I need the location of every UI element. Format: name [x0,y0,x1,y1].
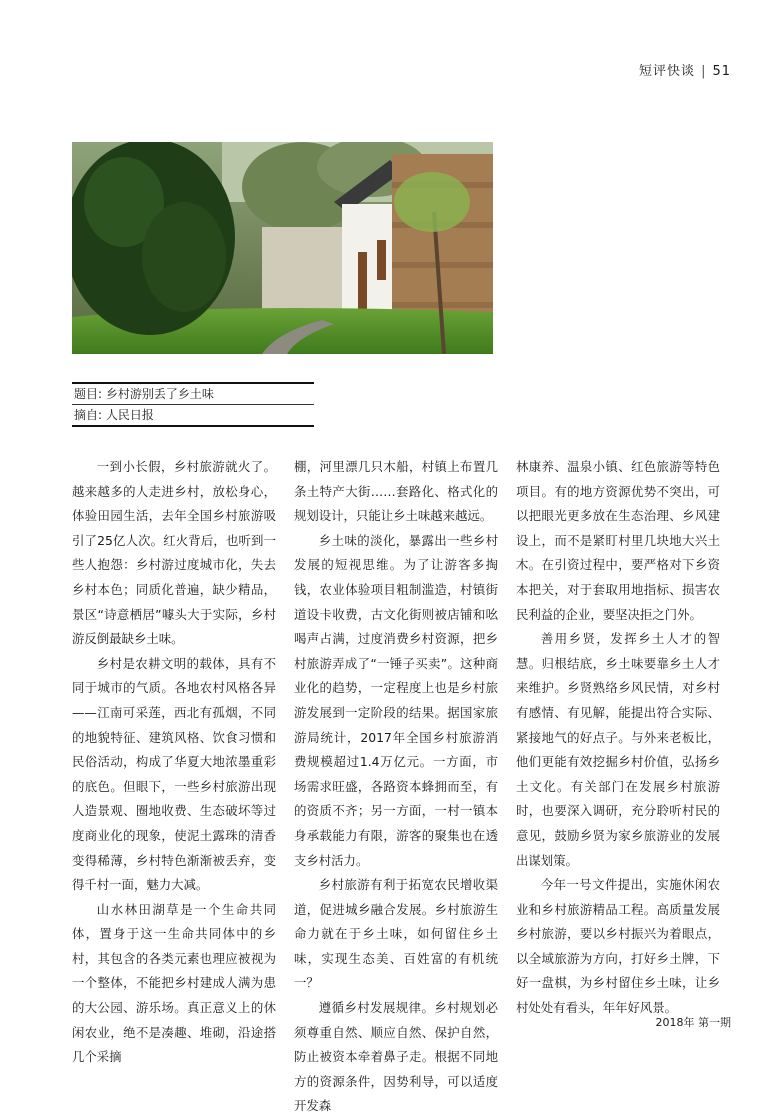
article-paragraph: 善用乡贤，发挥乡土人才的智慧。归根结底，乡土味要靠乡土人才来维护。乡贤熟络乡风民情，对乡村有感情、有见解，能提出符合实际、紧接地气的好点子。与外来老板比，他们更能有效挖掘乡村价值，弘扬乡土文化。有关部门在发展乡村旅游时，也要深入调研，充分聆听村民的意见，鼓励乡贤为家乡旅游业的发展出谋划策。 [516,631,720,868]
article-paragraph: 棚，河里漂几只木船，村镇上布置几条土特产大街……套路化、格式化的规划设计，只能让乡土味越来越远。 [294,459,498,524]
issue-label: 2018年 第一期 [655,1016,731,1029]
article-paragraph: 今年一号文件提出，实施休闲农业和乡村旅游精品工程。高质量发展乡村旅游，要以乡村振兴为着眼点，以全域旅游为方向，打好乡土牌，下好一盘棋，为乡村留住乡土味，让乡村处处有看头，年年好风景。 [516,877,720,1016]
source-title: 题目: 乡村游别丢了乡土味 [72,384,314,405]
section-title: 短评快谈 [639,64,696,79]
page-header [639,60,731,79]
article-paragraph: 乡村旅游有利于拓宽农民增收渠道，促进城乡融合发展。乡村旅游生命力就在于乡土味，如何留住乡土味，实现生态美、百姓富的有机统一？ [294,877,498,991]
article-column-2 [294,455,498,1114]
header-divider: | [701,64,707,79]
article-paragraph: 乡土味的淡化，暴露出一些乡村发展的短视思维。为了让游客多掏钱，农业体验项目粗制滥造，村镇街道设卡收费，古文化街则被店铺和吆喝声占满，过度消费乡村资源，把乡村旅游弄成了“一锤子买卖”。这种商业化的趋势，一定程度上也是乡村旅游发展到一定阶段的结果。据国家旅游局统计，2017年全国乡村旅游消费规模超过1.4万亿元。一方面，市场需求旺盛，各路资本蜂拥而至，有的资质不齐；另一方面，一村一镇本身承载能力有限，游客的聚集也在透支乡村活力。 [294,532,498,868]
village-photo [72,142,493,354]
article-paragraph: 山水林田湖草是一个生命共同体，置身于这一生命共同体中的乡村，其包含的各类元素也理应被视为一个整体，不能把乡村建成人满为患的大公园、游乐场。真正意义上的休闲农业，绝不是凑趣、堆砌，沿途搭几个采摘 [72,901,276,1065]
article-paragraph: 林康养、温泉小镇、红色旅游等特色项目。有的地方资源优势不突出，可以把眼光更多放在生态治理、乡风建设上，而不是紧盯村里几块地大兴土木。在引资过程中，要严格对下乡资本把关，对于套取用地指标、损害农民利益的企业，要坚决拒之门外。 [516,459,720,622]
article-paragraph: 乡村是农耕文明的载体，具有不同于城市的气质。各地农村风格各异——江南可采莲，西北有孤烟，不同的地貌特征、建筑风格、饮食习惯和民俗活动，构成了华夏大地浓墨重彩的底色。但眼下，一些乡村旅游出现人造景观、圈地收费、生态破坏等过度商业化的现象，使泥土露珠的清香变得稀薄，乡村特色渐渐被丢弃，变得千村一面，魅力大减。 [72,655,276,893]
source-from: 摘自: 人民日报 [72,405,314,427]
page-number: 51 [712,64,731,79]
source-box [72,382,314,427]
article-paragraph: 一到小长假，乡村旅游就火了。越来越多的人走进乡村，放松身心，体验田园生活，去年全国乡村旅游吸引了25亿人次。红火背后，也听到一些人抱怨：乡村游过度城市化，失去乡村本色；同质化普遍，缺少精品，景区“诗意栖居”噱头大于实际，乡村游反倒最缺乡土味。 [72,459,276,647]
article-column-3 [516,455,720,1016]
article-paragraph: 遵循乡村发展规律。乡村规划必须尊重自然、顺应自然、保护自然，防止被资本牵着鼻子走。根据不同地方的资源条件，因势利导，可以适度开发森 [294,1000,498,1114]
article-column-1 [72,455,276,1065]
